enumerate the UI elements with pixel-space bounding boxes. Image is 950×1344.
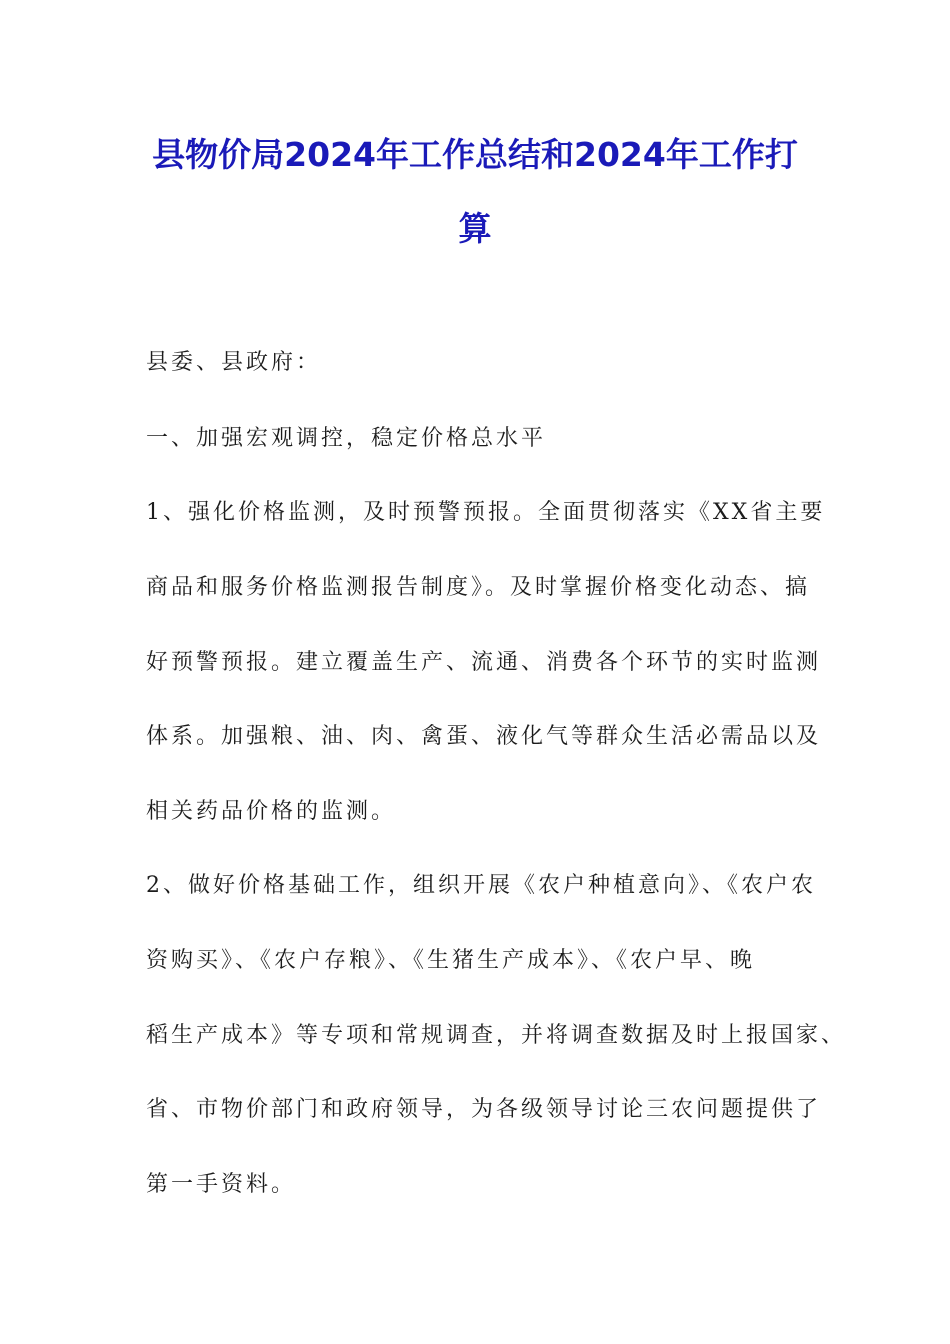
paragraph-1-line-1: 1、强化价格监测，及时预警预报。全面贯彻落实《XX省主要	[146, 500, 826, 525]
section-heading-1: 一、加强宏观调控，稳定价格总水平	[146, 426, 547, 451]
paragraph-2-line-4: 省、市物价部门和政府领导，为各级领导讨论三农问题提供了	[146, 1097, 822, 1122]
title-line-2: 算	[458, 209, 492, 248]
paragraph-2-line-2: 资购买》、《农户存粮》、《生猪生产成本》、《农户早、晚	[146, 948, 756, 973]
salutation: 县委、县政府：	[146, 350, 322, 375]
paragraph-1-line-5: 相关药品价格的监测。	[146, 799, 397, 824]
document-title	[120, 118, 830, 266]
paragraph-1-line-4: 体系。加强粮、油、肉、禽蛋、液化气等群众生活必需品以及	[146, 724, 822, 749]
paragraph-2-line-5: 第一手资料。	[146, 1172, 297, 1197]
paragraph-1-line-3: 好预警预报。建立覆盖生产、流通、消费各个环节的实时监测	[146, 650, 822, 675]
paragraph-2-line-1: 2、做好价格基础工作，组织开展《农户种植意向》、《农户农	[146, 873, 816, 898]
paragraph-1-line-2: 商品和服务价格监测报告制度》。及时掌握价格变化动态、搞	[146, 575, 811, 600]
title-line-1: 县物价局2024年工作总结和2024年工作打	[152, 135, 798, 174]
paragraph-2-line-3: 稻生产成本》等专项和常规调查，并将调查数据及时上报国家、	[146, 1023, 847, 1048]
